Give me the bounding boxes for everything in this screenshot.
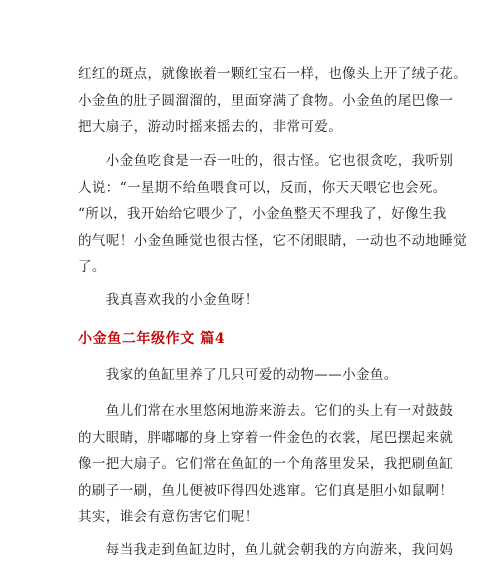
text-line: 小金鱼的肚子圆溜溜的，里面穿满了食物。小金鱼的尾巴像一 [78,92,454,109]
text-line: 其实，谁会有意伤害它们呢！ [78,509,259,525]
text-line: 的气呢！小金鱼睡觉也很古怪，它不闭眼睛，一动也不动地睡觉 [78,232,468,249]
text-line: 像一把大扇子。它们常在鱼缸的一个角落里发呆，我把刷鱼缸 [78,456,454,472]
text-line: 的大眼睛，胖嘟嘟的身上穿着一件金色的衣裳，尾巴摆起来就 [78,429,454,446]
paragraph-fish-swimming [78,398,454,531]
paragraph-home-aquarium [78,362,424,389]
text-line: 我家的鱼缸里养了几只可爱的动物——小金鱼。 [78,367,398,383]
text-line: 了。 [78,259,106,275]
text-line: “所以，我开始给它喂少了，小金鱼整天不理我了，好像生我 [78,206,447,222]
paragraph-love-goldfish [78,287,424,314]
text-line: 我真喜欢我的小金鱼呀！ [78,292,259,308]
paragraph-fish-approach [78,537,454,564]
text-line: 鱼儿们常在水里悠闲地游来游去。它们的头上有一对鼓鼓 [78,403,454,419]
paragraph-goldfish-eating [78,148,468,281]
paragraph-goldfish-appearance [78,61,468,141]
text-line: 小金鱼吃食是一吞一吐的，很古怪。它也很贪吃，我听别 [78,153,454,169]
text-line: 红红的斑点，就像嵌着一颗红宝石一样，也像头上开了绒子花。 [78,66,468,82]
text-line: 把大扇子，游动时摇来摇去的，非常可爱。 [78,119,343,135]
essay-heading: 小金鱼二年级作文 篇4 [78,331,226,347]
text-line: 的刷子一刷，鱼儿便被吓得四处逃窜。它们真是胆小如鼠啊！ [78,482,454,499]
text-line: 每当我走到鱼缸边时，鱼儿就会朝我的方向游来，我问妈 [78,542,454,558]
text-line: 人说：“一星期不给鱼喂食可以，反而，你天天喂它也会死。 [78,179,447,196]
